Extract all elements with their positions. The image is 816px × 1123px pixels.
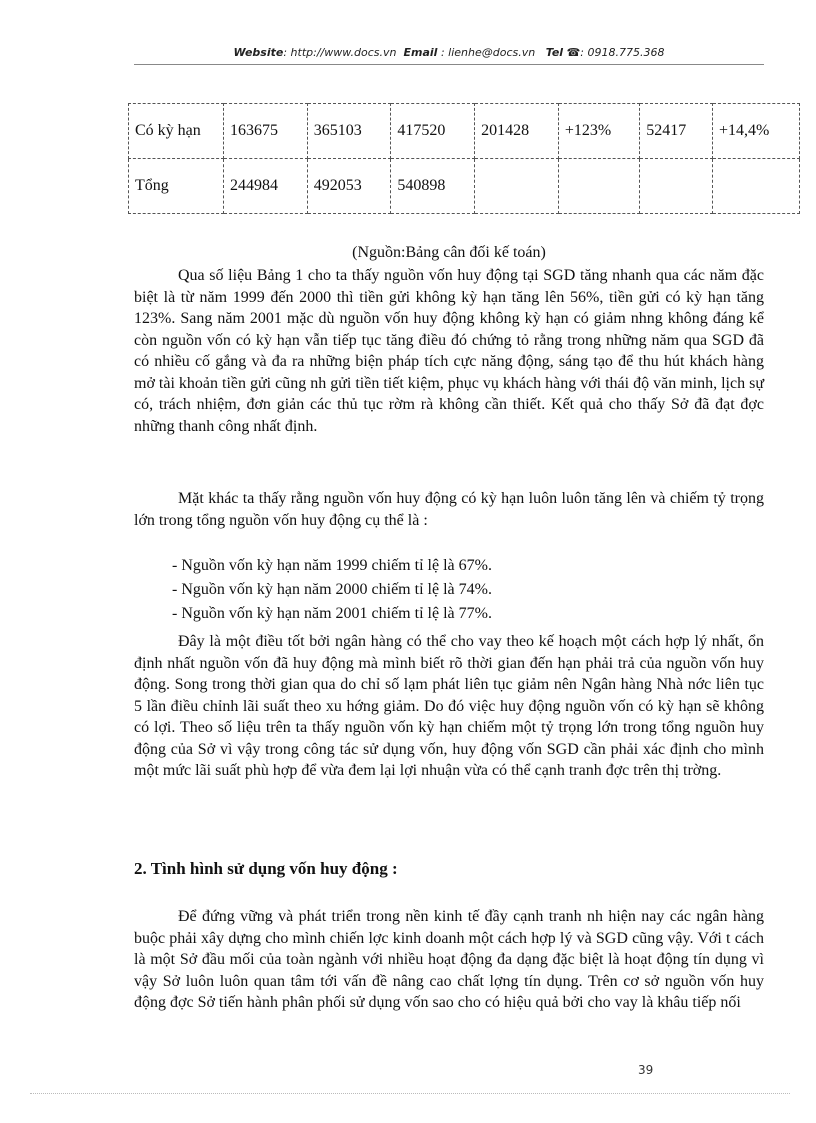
table-cell: +123% <box>558 104 639 159</box>
table-cell <box>713 159 800 214</box>
table-row <box>129 104 800 159</box>
table-cell <box>640 159 713 214</box>
website-label: Website <box>233 46 284 59</box>
table-cell: 540898 <box>391 159 475 214</box>
tel-label: Tel <box>545 46 564 59</box>
footer-rule <box>30 1093 790 1094</box>
source-note: (Nguồn:Bảng cân đối kế toán) <box>352 244 546 261</box>
table-cell <box>475 159 559 214</box>
paragraph-3: Đây là một điều tốt bởi ngân hàng có thể cho vay theo kế hoạch một cách hợp lý nhất, ổn định nhất nguồn vốn đã huy động mà mình biết rõ thời gian đến hạn phải trả của nguồn vốn huy động. Song trong thời gian qua do chỉ số lạm phát liên tục giảm nên Ngân hàng Nhà nớc liên tục 5 lần điều chỉnh lãi suất theo xu hớng giảm. Do đó việc huy động nguồn vốn có kỳ hạn sẽ không có lợi. Theo số liệu trên ta thấy nguồn vốn kỳ hạn chiếm một tỷ trọng lớn trong tổng nguồn huy động của Sở vì vậy trong công tác sử dụng vốn, huy động vốn SGD cần phải xác định cho mình một mức lãi suất phù hợp để vừa đem lại lợi nhuận vừa có thể cạnh tranh đợc trên thị trờng. <box>134 633 764 779</box>
table-row <box>129 159 800 214</box>
table-cell: 417520 <box>391 104 475 159</box>
table-cell: Có kỳ hạn <box>129 104 224 159</box>
page-number: 39 <box>638 1063 654 1077</box>
list-item: - Nguồn vốn kỳ hạn năm 1999 chiếm tỉ lệ là 67%. <box>172 557 492 574</box>
table-cell: 365103 <box>307 104 391 159</box>
phone-icon: ☎ <box>566 46 581 59</box>
table-cell: 244984 <box>224 159 308 214</box>
paragraph-2: Mặt khác ta thấy rằng nguồn vốn huy động có kỳ hạn luôn luôn tăng lên và chiếm tỷ trọng lớn trong tổng nguồn vốn huy động cụ thể là : <box>134 490 764 529</box>
table-cell <box>558 159 639 214</box>
list-item: - Nguồn vốn kỳ hạn năm 2001 chiếm tỉ lệ là 77%. <box>172 605 492 622</box>
email-label: Email <box>403 46 438 59</box>
capital-table <box>128 103 800 214</box>
tel-value: : 0918.775.368 <box>580 46 665 59</box>
paragraph-4: Để đứng vững và phát triển trong nền kinh tế đầy cạnh tranh nh hiện nay các ngân hàng buộc phải xây dựng cho mình chiến lợc kinh doanh một cách hợp lý và SGD cũng vậy. Với t cách là một Sở đầu mối của toàn ngành với nhiều hoạt động đa dạng đặc biệt là hoạt động tín dụng vì vậy Sở luôn luôn quan tâm tới vấn đề nâng cao chất lợng tín dụng. Trên cơ sở nguồn vốn huy động đợc Sở tiến hành phân phối sử dụng vốn sao cho có hiệu quả bởi cho vay là khâu tiếp nối <box>134 908 764 1011</box>
website-value: : http://www.docs.vn <box>283 46 397 59</box>
table-cell: 52417 <box>640 104 713 159</box>
table-cell: 492053 <box>307 159 391 214</box>
section-heading: 2. Tình hình sử dụng vốn huy động : <box>134 859 398 878</box>
table-cell: Tổng <box>129 159 224 214</box>
paragraph-1: Qua số liệu Bảng 1 cho ta thấy nguồn vốn huy động tại SGD tăng nhanh qua các năm đặc biệt là từ năm 1999 đến 2000 thì tiền gửi không kỳ hạn tăng lên 56%, tiền gửi có kỳ hạn tăng 123%. Sang năm 2001 mặc dù nguồn vốn huy động không kỳ hạn có giảm nhng không đáng kể còn nguồn vốn có kỳ hạn vẫn tiếp tục tăng điều đó chứng tỏ rằng trong những năm qua SGD đã có nhiều cố gắng và đa ra những biện pháp tích cực năng động, sáng tạo để thu hút khách hàng mở tài khoản tiền gửi cũng nh gửi tiền tiết kiệm, phục vụ khách hàng với thái độ văn minh, lịch sự có, trách nhiệm, đơn giản các thủ tục rờm rà không cần thiết. Kết quả cho thấy Sở đã đạt đợc những thanh công nhất định. <box>134 267 764 435</box>
email-value: : lienhe@docs.vn <box>440 46 536 59</box>
table-cell: 201428 <box>475 104 559 159</box>
table-cell: 163675 <box>224 104 308 159</box>
table-cell: +14,4% <box>713 104 800 159</box>
header-rule <box>134 64 764 65</box>
page-header <box>134 46 764 59</box>
ratio-list <box>172 554 492 626</box>
list-item: - Nguồn vốn kỳ hạn năm 2000 chiếm tỉ lệ là 74%. <box>172 581 492 598</box>
